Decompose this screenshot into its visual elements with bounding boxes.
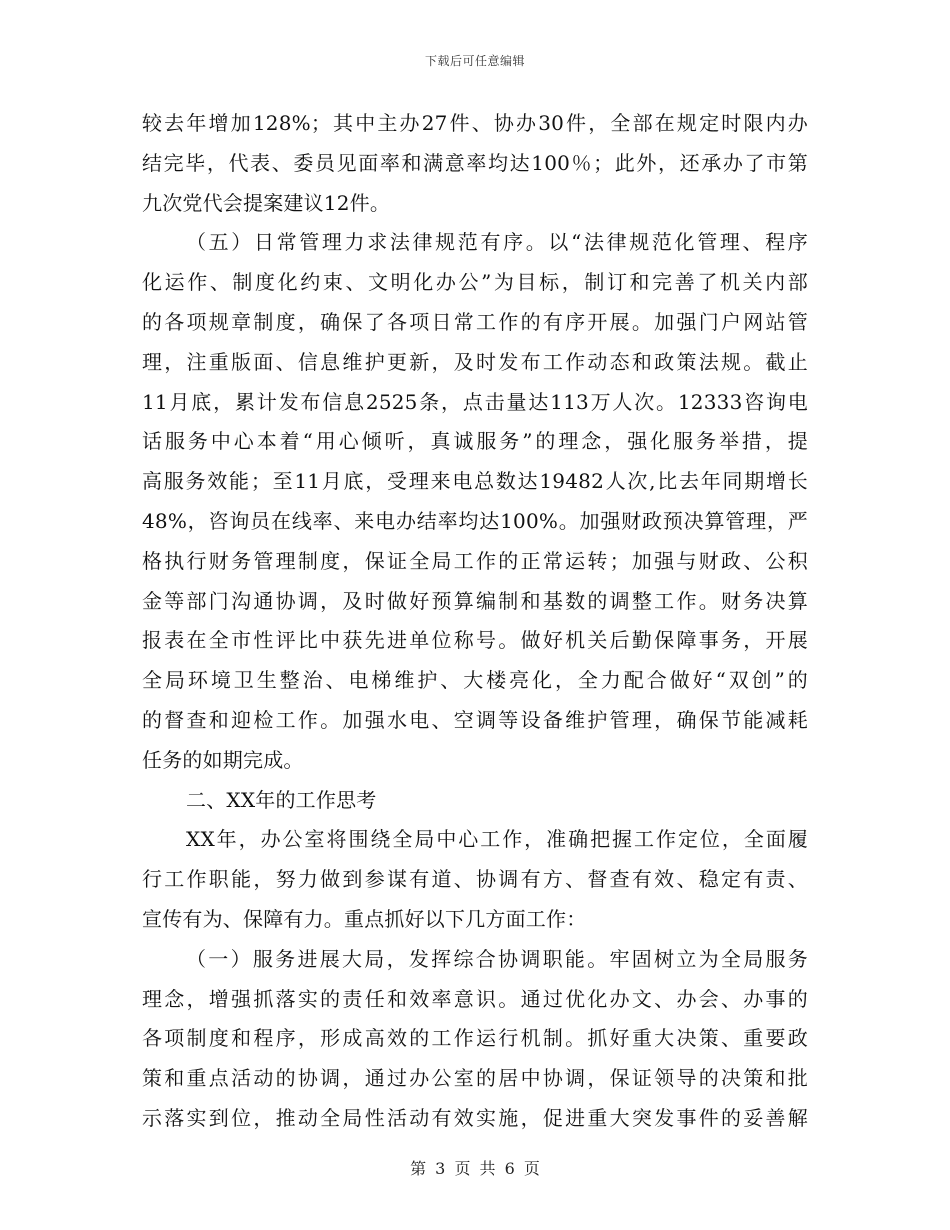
body-line: 宣传有为、保障有力。重点抓好以下几方面工作：	[142, 906, 587, 931]
body-line: 报表在全市性评比中获先进单位称号。做好机关后勤保障事务，开展	[142, 628, 808, 653]
body-line: 策和重点活动的协调，通过办公室的居中协调，保证领导的决策和批	[142, 1066, 808, 1091]
page-number: 第 3 页 共 6 页	[410, 1159, 540, 1178]
body-line: 九次党代会提案建议12件。	[142, 190, 391, 215]
body-line: 11月底，累计发布信息2525条，点击量达113万人次。12333咨询电	[142, 389, 808, 414]
body-line: 的各项规章制度，确保了各项日常工作的有序开展。加强门户网站管	[142, 309, 808, 334]
body-line: 任务的如期完成。	[142, 747, 304, 772]
body-line: 各项制度和程序，形成高效的工作运行机制。抓好重大决策、重要政	[142, 1026, 808, 1051]
body-line: 全局环境卫生整治、电梯维护、大楼亮化，全力配合做好“双创”的	[142, 668, 808, 693]
body-line: 化运作、制度化约束、文明化办公”为目标，制订和完善了机关内部	[142, 270, 808, 295]
section-heading-five: （五）日常管理力求法律规范有序。以“法律规范化管理、程序	[186, 230, 808, 255]
body-line: XX年，办公室将围绕全局中心工作，准确把握工作定位，全面履	[186, 827, 808, 852]
section-heading-two: 二、XX年的工作思考	[186, 787, 377, 812]
body-line: 48%，咨询员在线率、来电办结率均达100%。加强财政预决算管理，严	[142, 508, 808, 533]
body-line: 结完毕，代表、委员见面率和满意率均达100％；此外，还承办了市第	[142, 150, 808, 175]
body-line: 示落实到位，推动全局性活动有效实施，促进重大突发事件的妥善解	[142, 1105, 808, 1130]
document-body	[142, 104, 808, 1139]
body-line: 金等部门沟通协调，及时做好预算编制和基数的调整工作。财务决算	[142, 588, 808, 613]
body-line: 高服务效能；至11月底，受理来电总数达19482人次,比去年同期增长	[142, 469, 808, 494]
body-line: 理，注重版面、信息维护更新，及时发布工作动态和政策法规。截止	[142, 349, 808, 374]
body-line: 理念，增强抓落实的责任和效率意识。通过优化办文、办会、办事的	[142, 986, 808, 1011]
section-heading-one: （一）服务进展大局，发挥综合协调职能。牢固树立为全局服务	[186, 946, 808, 971]
page-header-note: 下载后可任意编辑	[424, 54, 525, 68]
body-line: 格执行财务管理制度，保证全局工作的正常运转；加强与财政、公积	[142, 548, 808, 573]
body-line: 行工作职能，努力做到参谋有道、协调有方、督查有效、稳定有责、	[142, 867, 808, 892]
body-line: 较去年增加128%；其中主办27件、协办30件，全部在规定时限内办	[142, 111, 808, 135]
body-line: 话服务中心本着“用心倾听，真诚服务”的理念，强化服务举措，提	[142, 429, 808, 454]
body-line: 的督查和迎检工作。加强水电、空调等设备维护管理，确保节能减耗	[142, 707, 808, 732]
